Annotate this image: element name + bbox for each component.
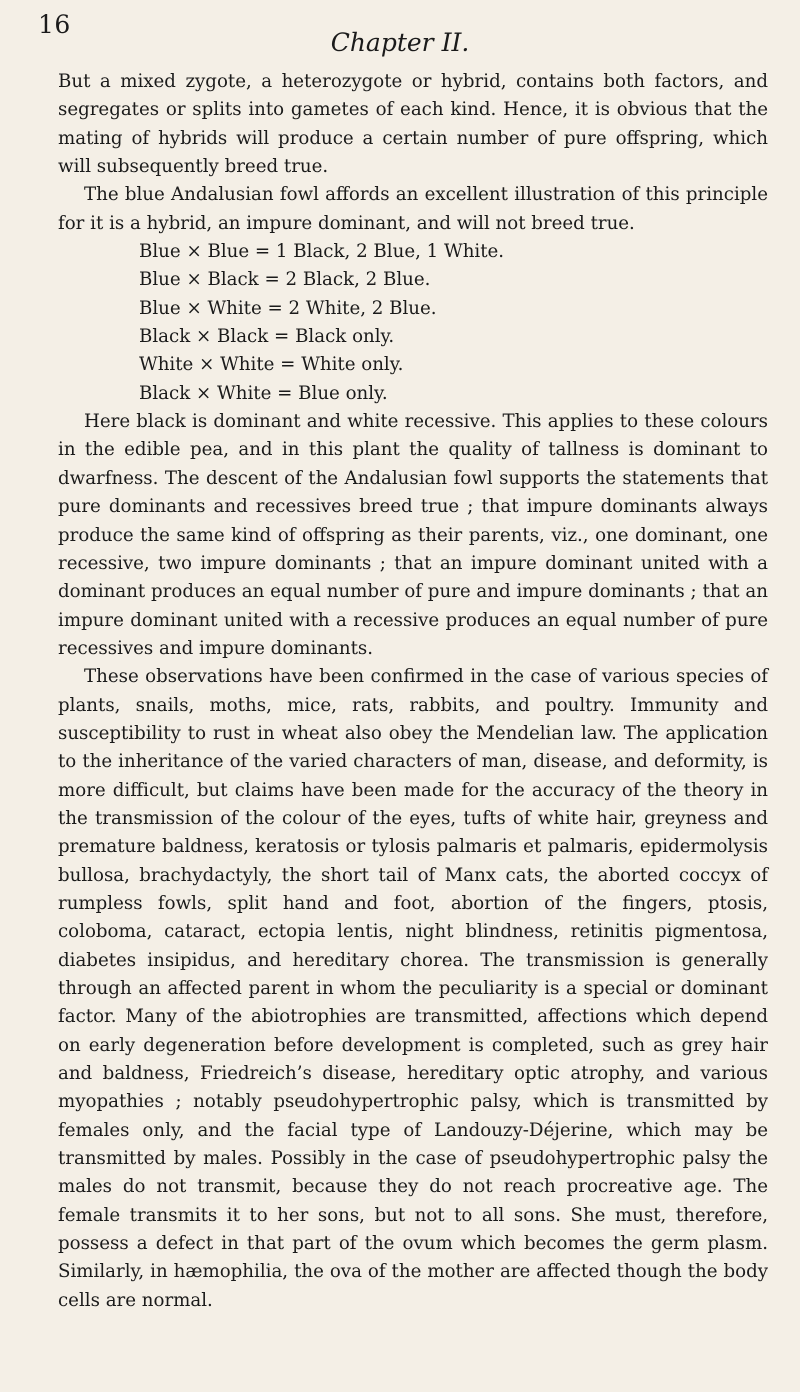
- crossing-results-list: [58, 238, 768, 408]
- cross-result: Black × White = Blue only.: [139, 382, 388, 404]
- page-number: 16: [38, 10, 71, 39]
- running-head: Chapter II.: [330, 28, 470, 57]
- paragraph-andalusian-fowl: The blue Andalusian fowl affords an excellent illustration of this principle for it is a hybrid, an impure dominant, and will not breed true.: [58, 184, 768, 234]
- cross-result: Blue × White = 2 White, 2 Blue.: [139, 297, 437, 319]
- paragraph-dominance: Here black is dominant and white recessive. This applies to these colours in the edible pea, and in this plant the quality of tallness is dominant to dwarfness. The descent of the Andalusian fowl supports the statements that pure dominants and recessives breed true ; that impure dominants always produce the same kind of offspring as their parents, viz., one dominant, one recessive, two impure dominants ; that an impure dominant united with a dominant produces an equal number of pure and impure dominants ; that an impure dominant united with a recessive produces an equal number of pure recessives and impure dominants.: [58, 411, 768, 659]
- cross-result: White × White = White only.: [139, 354, 404, 376]
- paragraph-heterozygote: But a mixed zygote, a heterozygote or hybrid, contains both factors, and segregates or splits into gametes of each kind. Hence, it is obvious that the mating of hybrids will produce a certain number of pure offspring, which will subsequently breed true.: [58, 71, 768, 178]
- paragraph-observations: These observations have been confirmed in the case of various species of plants, snails, moths, mice, rats, rabbits, and poultry. Immunity and susceptibility to rust in wheat also obey the Mendelian law. The application to the inheritance of the varied characters of man, disease, and deformity, is more difficult, but claims have been made for the accuracy of the theory in the transmission of the colour of the eyes, tufts of white hair, greyness and premature baldness, keratosis or tylosis palmaris et palmaris, epidermolysis bullosa, brachydactyly, the short tail of Manx cats, the aborted coccyx of rumpless fowls, split hand and foot, abortion of the fingers, ptosis, coloboma, cataract, ectopia lentis, night blindness, retinitis pigmentosa, diabetes insipidus, and hereditary chorea. The transmission is generally through an affected parent in whom the peculiarity is a special or dominant factor. Many of the abiotrophies are transmitted, affections which depend on early degeneration before development is completed, such as grey hair and baldness, Friedreich’s disease, hereditary optic atrophy, and various myopathies ; notably pseudohypertrophic palsy, which is transmitted by females only, and the facial type of Landouzy-Déjerine, which may be transmitted by males. Possibly in the case of pseudohypertrophic palsy the males do not transmit, because they do not reach procreative age. The female transmits it to her sons, but not to all sons. She must, therefore, possess a defect in that part of the ovum which becomes the germ plasm. Similarly, in hæmophilia, the ova of the mother are affected though the body cells are normal.: [58, 666, 768, 1311]
- cross-result: Blue × Blue = 1 Black, 2 Blue, 1 White.: [139, 241, 505, 263]
- body-text: [58, 68, 768, 1315]
- cross-result: Black × Black = Black only.: [139, 326, 395, 348]
- cross-result: Blue × Black = 2 Black, 2 Blue.: [139, 269, 431, 291]
